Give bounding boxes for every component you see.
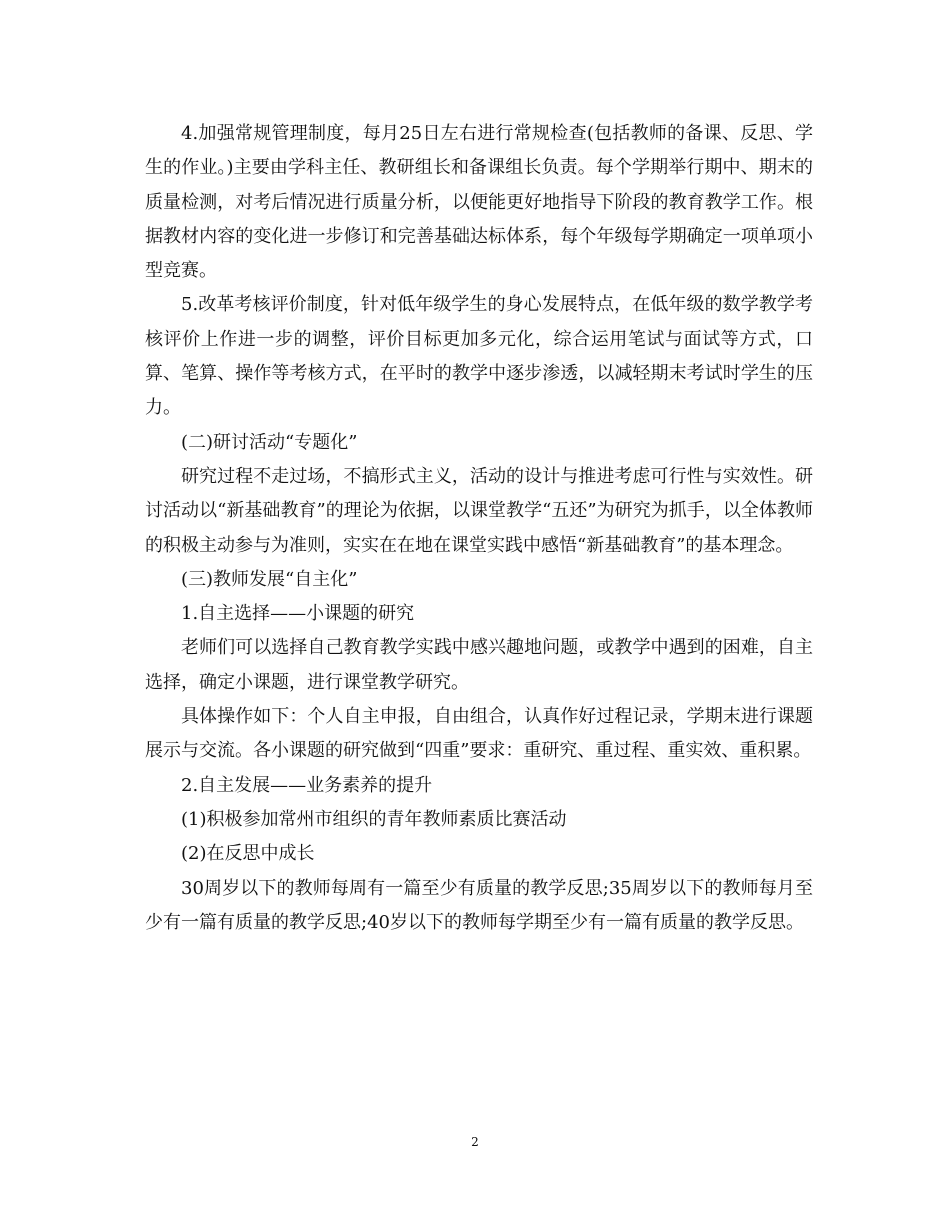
page-number: 2 [471, 1135, 479, 1149]
list-item-reflection: (2)在反思中成长 [181, 843, 315, 865]
heading-teacher-development: (三)教师发展“自主化” [181, 568, 358, 590]
list-item-competition: (1)积极参加常州市组织的青年教师素质比赛活动 [181, 808, 567, 830]
paragraph-teachers-choose: 老师们可以选择自己教育教学实践中感兴趣地问题，或教学中遇到的困难，自主选择，确定小课题，进行课堂教学研究。 [145, 637, 813, 693]
heading-self-selection: 1.自主选择——小课题的研究 [181, 603, 415, 625]
heading-self-development: 2.自主发展——业务素养的提升 [181, 774, 433, 796]
document-body [145, 117, 813, 940]
heading-seminar-activities: (二)研讨活动“专题化” [181, 431, 358, 453]
paragraph-assessment-reform: 5.改革考核评价制度，针对低年级学生的身心发展特点，在低年级的数学教学考核评价上作进一步的调整，评价目标更加多元化，综合运用笔试与面试等方式，口算、笔算、操作等考核方式，在平时的教学中逐步渗透，以减轻期末考试时学生的压力。 [145, 294, 813, 419]
paragraph-routine-management: 4.加强常规管理制度，每月25日左右进行常规检查(包括教师的备课、反思、学生的作业。)主要由学科主任、教研组长和备课组长负责。每个学期举行期中、期末的质量检测，对考后情况进行质量分析，以便能更好地指导下阶段的教育教学工作。根据教材内容的变化进一步修订和完善基础达标体系，每个年级每学期确定一项单项小型竞赛。 [145, 123, 813, 282]
paragraph-reflection-requirements: 30周岁以下的教师每周有一篇至少有质量的教学反思;35周岁以下的教师每月至少有一篇有质量的教学反思;40岁以下的教师每学期至少有一篇有质量的教学反思。 [145, 877, 813, 933]
paragraph-research-process: 研究过程不走过场，不搞形式主义，活动的设计与推进考虑可行性与实效性。研讨活动以“新基础教育”的理论为依据，以课堂教学“五还”为研究为抓手，以全体教师的积极主动参与为准则，实实在在地在课堂实践中感悟“新基础教育”的基本理念。 [145, 465, 813, 556]
paragraph-specific-operation: 具体操作如下：个人自主申报，自由组合，认真作好过程记录，学期末进行课题展示与交流。各小课题的研究做到“四重”要求：重研究、重过程、重实效、重积累。 [145, 706, 813, 762]
